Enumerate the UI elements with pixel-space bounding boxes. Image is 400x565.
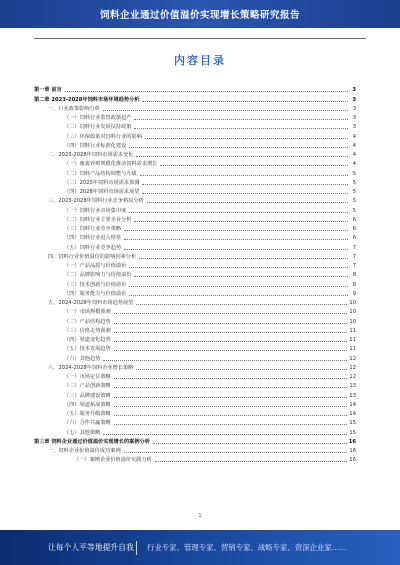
toc-entry-title: （一）市场规模预测 [64,309,111,316]
toc-entry-title: （一）市场定位策略 [64,374,111,380]
toc-leader-dots [134,276,348,277]
toc-leader-dots [114,387,348,388]
toc-entry-page: 6 [352,235,356,242]
toc-entry-page: 16 [348,438,356,445]
toc-entry-page: 14 [349,401,356,408]
toc-entry-title: 一、行业政策影响分析 [48,105,100,112]
toc-entry-title: （一）饲料行业市场集中度 [64,207,127,214]
toc-leader-dots [103,360,347,361]
toc-entry-page: 10 [349,300,356,306]
toc-entry-page: 5 [352,198,356,205]
toc-entry[interactable] [34,251,356,260]
toc-entry-title: 第三章 饲料企业通过价值溢价实现增长的案例分析 [34,438,150,445]
toc-leader-dots [114,313,348,314]
toc-entry-title: （二）产品创新策略 [64,383,111,390]
toc-leader-dots [142,184,348,185]
toc-entry-title: 四、饲料行业价值溢价的影响因素分析 [48,253,137,260]
toc-entry-title: 二、2023-2028年饲料市场需求变化 [48,152,134,158]
toc-entry-title: （五）饲料行业竞争趋势 [64,244,122,251]
toc-entry-page: 3 [352,87,356,94]
toc-entry[interactable] [34,149,356,158]
toc-leader-dots [142,101,348,102]
toc-entry-title: （三）价格走势预测 [64,327,111,334]
toc-entry[interactable] [34,158,356,167]
toc-entry-page: 3 [352,115,356,121]
toc-entry-page: 13 [349,392,356,399]
toc-entry[interactable] [34,306,356,315]
toc-leader-dots [124,452,348,453]
toc-entry-page: 8 [352,272,356,279]
toc-leader-dots [114,332,348,333]
toc-entry-title: （一）饲料行业监管政策趋严 [64,115,132,121]
toc-entry[interactable] [34,371,356,380]
toc-leader-dots [114,415,348,416]
toc-entry-page: 10 [349,318,356,325]
toc-entry-page: 13 [349,383,356,390]
toc-entry-title: （六）合作共赢策略 [64,420,111,427]
toc-entry[interactable] [34,436,356,445]
toc-entry[interactable] [34,93,356,102]
toc-entry[interactable] [34,140,356,149]
toc-entry-title: （三）技术创新与价值溢价 [64,281,127,288]
document-title: 饲料企业通过价值溢价实现增长策略研究报告 [99,10,300,21]
toc-leader-dots [139,258,348,259]
toc-entry-page: 12 [349,364,356,371]
toc-entry-page: 7 [352,263,356,269]
toc-entry-title: （四）饲料行业标准化建设 [64,142,127,149]
toc-entry[interactable] [34,426,356,435]
toc-entry-title: （四）服务能力与价值溢价 [64,290,127,297]
footer-divider [136,541,137,555]
toc-leader-dots [124,230,348,231]
footer-slogan: 让每个人平等地提升自我 [48,543,134,552]
page-number: 1 [198,513,202,519]
toc-leader-dots [142,193,348,194]
toc-entry-page: 16 [349,457,356,464]
footer-tagline: 行业专家、管理专家、营销专家、战略专家、资深企业家…… [147,543,347,552]
toc-entry-title: （二）品牌影响力与价值溢价 [64,272,132,279]
toc-leader-dots [145,138,348,139]
toc-entry-page: 7 [352,244,356,251]
toc-leader-dots [129,147,348,148]
toc-entry[interactable] [34,130,356,139]
toc-entry[interactable] [34,362,356,371]
toc-entry-page: 12 [349,355,356,362]
toc-entry[interactable] [34,399,356,408]
toc-entry-page: 4 [352,152,356,158]
table-of-contents [34,84,356,463]
toc-leader-dots [134,128,348,129]
toc-leader-dots [114,341,348,342]
toc-leader-dots [153,443,347,444]
toc-entry[interactable] [34,223,356,232]
toc-leader-dots [136,304,347,305]
toc-leader-dots [124,239,348,240]
toc-leader-dots [129,295,348,296]
toc-entry-page: 4 [352,133,356,140]
toc-leader-dots [65,91,348,92]
toc-entry-title: （四）渠道变化趋势 [64,337,111,343]
toc-entry-title: （四）渠道拓展策略 [64,401,111,408]
toc-leader-dots [136,156,348,157]
toc-entry-page: 14 [349,411,356,417]
toc-entry-title: （七）其他策略 [64,429,101,436]
toc-leader-dots [129,286,348,287]
toc-entry[interactable] [34,177,356,186]
toc-entry-page: 4 [352,142,356,149]
toc-entry[interactable] [34,112,356,121]
toc-leader-dots [114,424,348,425]
toc-leader-dots [134,221,348,222]
toc-entry[interactable] [34,186,356,195]
toc-entry-title: 三、2023-2028年饲料行业竞争格局分析 [48,198,144,205]
toc-entry-page: 16 [349,448,356,454]
toc-entry-title: （三）环保政策对饲料行业的影响 [64,133,142,140]
toc-leader-dots [160,165,348,166]
toc-entry-title: （五）服务升级策略 [64,411,111,417]
toc-entry-page: 5 [352,189,356,195]
toc-entry-page: 5 [352,170,356,177]
toc-entry-page: 5 [352,207,356,214]
toc-entry-title: （四）2028年饲料市场需求展望 [64,189,140,195]
toc-entry-page: 4 [352,161,356,168]
header-banner [0,0,400,28]
toc-entry[interactable] [34,454,356,463]
toc-entry[interactable] [34,204,356,213]
toc-entry[interactable] [34,278,356,287]
toc-entry[interactable] [34,214,356,223]
toc-entry[interactable] [34,315,356,324]
toc-leader-dots [114,350,348,351]
toc-entry-title: （三）饲料行业竞争策略 [64,226,122,232]
toc-entry[interactable] [34,417,356,426]
toc-leader-dots [114,397,348,398]
toc-entry-page: 12 [349,374,356,380]
toc-entry-page: 10 [349,309,356,316]
toc-entry-title: （二）饲料行业发展扶持政策 [64,124,132,131]
toc-entry[interactable] [34,343,356,352]
toc-entry-title: 六、2024-2028年饲料企业增长策略 [48,364,134,371]
toc-entry-page: 3 [352,105,356,112]
toc-entry-page: 3 [352,124,356,131]
toc-entry-title: （二）饲料行业主要企业分析 [64,216,132,223]
toc-leader-dots [114,378,348,379]
toc-leader-dots [140,175,348,176]
toc-leader-dots [155,461,348,462]
toc-entry[interactable] [34,408,356,417]
toc-entry-page: 15 [349,420,356,427]
toc-entry[interactable] [34,352,356,361]
toc-entry-page: 7 [352,253,356,260]
toc-entry-title: （一）产品品质与价值溢价 [64,263,127,269]
toc-leader-dots [129,267,348,268]
toc-entry[interactable] [34,241,356,250]
toc-leader-dots [147,202,348,203]
toc-entry[interactable] [34,325,356,334]
toc-leader-dots [136,369,347,370]
toc-entry-page: 11 [349,337,356,343]
toc-leader-dots [103,434,347,435]
toc-entry-title: （二）产品结构趋势 [64,318,111,325]
toc-entry[interactable] [34,121,356,130]
toc-entry-title: （五）技术发展趋势 [64,346,111,353]
toc-entry-page: 11 [349,346,356,353]
toc-entry-title: 第二章 2023-2028年饲料市场环境趋势分析 [34,96,140,103]
toc-leader-dots [124,249,348,250]
toc-leader-dots [114,323,348,324]
toc-entry-title: 第一章 前言 [34,87,62,94]
toc-entry-page: 15 [349,429,356,436]
toc-leader-dots [129,212,348,213]
toc-entry[interactable] [34,232,356,241]
toc-entry[interactable] [34,389,356,398]
toc-leader-dots [114,406,348,407]
toc-entry-page: 9 [352,290,356,297]
toc-entry[interactable] [34,260,356,269]
toc-entry[interactable] [34,334,356,343]
toc-entry-title: 一、饲料企业价值溢价成功案例 [48,448,121,454]
toc-entry[interactable] [34,297,356,306]
toc-entry[interactable] [34,103,356,112]
toc-entry-title: （一）案例企业价值溢价实践分析 [74,457,152,464]
toc-entry[interactable] [34,380,356,389]
toc-entry-page: 5 [352,179,356,186]
toc-entry-page: 11 [349,327,356,334]
toc-entry[interactable] [34,195,356,204]
toc-leader-dots [134,119,348,120]
toc-entry-title: （二）饲料产品结构调整与升级 [64,170,137,177]
toc-entry-title: （三）品牌建设策略 [64,392,111,399]
toc-entry-page: 3 [352,96,356,103]
toc-leader-dots [103,110,348,111]
toc-entry-page: 8 [352,281,356,288]
toc-entry-title: （四）饲料行业进入壁垒 [64,235,122,242]
toc-entry[interactable] [34,269,356,278]
toc-title: 内容目录 [174,54,226,67]
toc-entry[interactable] [34,445,356,454]
toc-entry-title: （一）畜禽养殖规模化推动饲料需求增长 [64,161,158,168]
toc-entry-title: 五、2024-2028年饲料市场趋势展望 [48,300,134,306]
toc-entry[interactable] [34,167,356,176]
toc-entry-page: 6 [352,216,356,223]
header-divider [34,38,366,39]
toc-entry[interactable] [34,288,356,297]
footer-banner [0,530,400,565]
toc-entry-title: （三）2023年饲料市场需求预测 [64,179,140,186]
toc-entry-page: 6 [352,226,356,232]
toc-entry[interactable] [34,84,356,93]
toc-entry-title: （六）其他趋势 [64,355,101,362]
